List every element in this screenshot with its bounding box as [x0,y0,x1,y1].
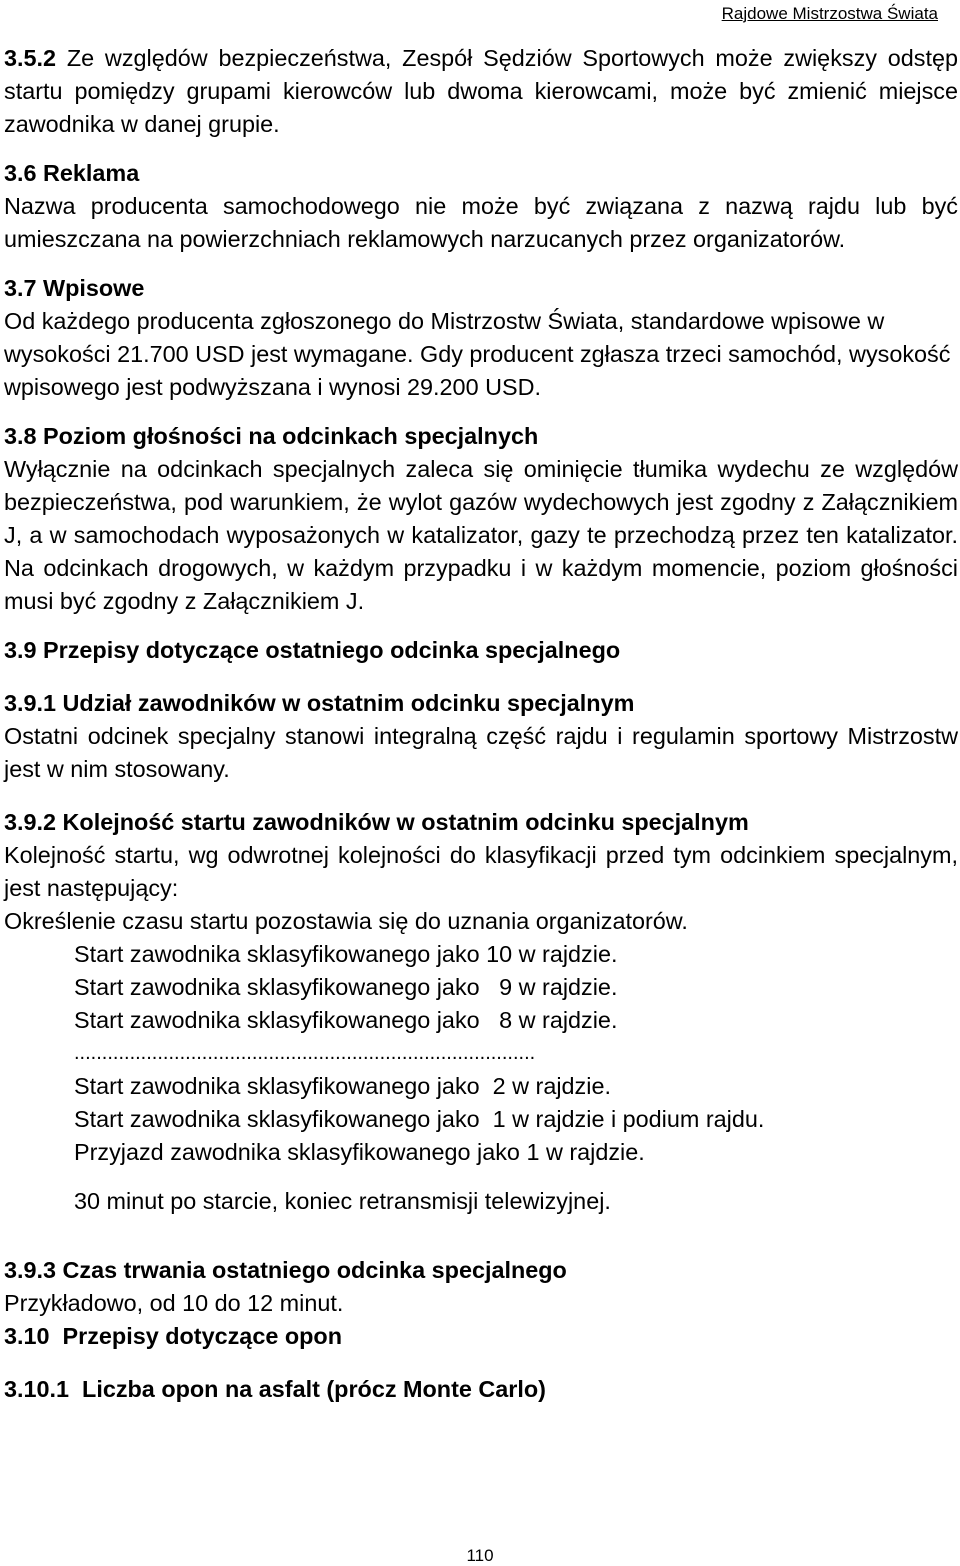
page-number: 110 [466,1546,494,1565]
heading-3-9-1: 3.9.1 Udział zawodników w ostatnim odcinku specjalnym [4,690,635,716]
heading-3-6: 3.6 Reklama [4,160,140,186]
heading-3-9-2: 3.9.2 Kolejność startu zawodników w ostatnim odcinku specjalnym [4,809,749,835]
start-order-item: Start zawodnika sklasyfikowanego jako 9 w rajdzie. [74,974,618,1000]
start-order-note: 30 minut po starcie, koniec retransmisji telewizyjnej. [74,1188,611,1214]
section-3-9-3-text: Przykładowo, od 10 do 12 minut. [4,1290,344,1316]
section-3-8-text: Wyłącznie na odcinkach specjalnych zaleca się ominięcie tłumika wydechu ze względów bezpieczeństwa, pod warunkiem, że wylot gazów wydechowych jest zgodny z Załącznikiem J, a w samochodach wyposażonych w katalizator, gazy te przechodzą przez ten katalizator. Na odcinkach drogowych, w każdym przypadku i w każdym momencie, poziom głośności musi być zgodny z Załącznikiem J. [4,456,958,614]
heading-3-8: 3.8 Poziom głośności na odcinkach specjalnych [4,423,539,449]
heading-3-7: 3.7 Wpisowe [4,275,145,301]
section-3-9-1-text: Ostatni odcinek specjalny stanowi integralną część rajdu i regulamin sportowy Mistrzostw jest w nim stosowany. [4,723,958,782]
section-3-7-text: Od każdego producenta zgłoszonego do Mistrzostw Świata, standardowe wpisowe w wysokości 21.700 USD jest wymagane. Gdy producent zgłasza trzeci samochód, wysokość wpisowego jest podwyższana i wynosi 29.200 USD. [4,308,951,400]
document-body [4,42,958,1406]
running-header: Rajdowe Mistrzostwa Świata [721,4,938,23]
start-order-item: Start zawodnika sklasyfikowanego jako 8 w rajdzie. [74,1007,618,1033]
section-number: 3.5.2 [4,45,57,71]
heading-3-10: 3.10 Przepisy dotyczące opon [4,1323,342,1349]
section-3-5-2 [4,42,958,141]
start-order-ellipsis: ................................................................................... [74,1042,536,1064]
heading-3-10-1: 3.10.1 Liczba opon na asfalt (prócz Monte Carlo) [4,1376,546,1402]
start-order-item: Start zawodnika sklasyfikowanego jako 10 w rajdzie. [74,941,618,967]
section-3-9-2-text: Kolejność startu, wg odwrotnej kolejności do klasyfikacji przed tym odcinkiem specjalnym, jest następujący: [4,842,958,901]
heading-3-9: 3.9 Przepisy dotyczące ostatniego odcinka specjalnego [4,637,621,663]
heading-3-9-3: 3.9.3 Czas trwania ostatniego odcinka specjalnego [4,1257,567,1283]
start-order-item: Start zawodnika sklasyfikowanego jako 1 w rajdzie i podium rajdu. [74,1106,765,1132]
section-3-6-text: Nazwa producenta samochodowego nie może być związana z nazwą rajdu lub być umieszczana na powierzchniach reklamowych narzucanych przez organizatorów. [4,193,958,252]
section-text: Ze względów bezpieczeństwa, Zespół Sędziów Sportowych może zwiększy odstęp startu pomiędzy grupami kierowców lub dwoma kierowcami, może być zmienić miejsce zawodnika w danej grupie. [4,45,958,137]
start-order-item: Przyjazd zawodnika sklasyfikowanego jako 1 w rajdzie. [74,1139,645,1165]
start-order-item: Start zawodnika sklasyfikowanego jako 2 w rajdzie. [74,1073,611,1099]
section-3-9-2-text2: Określenie czasu startu pozostawia się do uznania organizatorów. [4,908,688,934]
